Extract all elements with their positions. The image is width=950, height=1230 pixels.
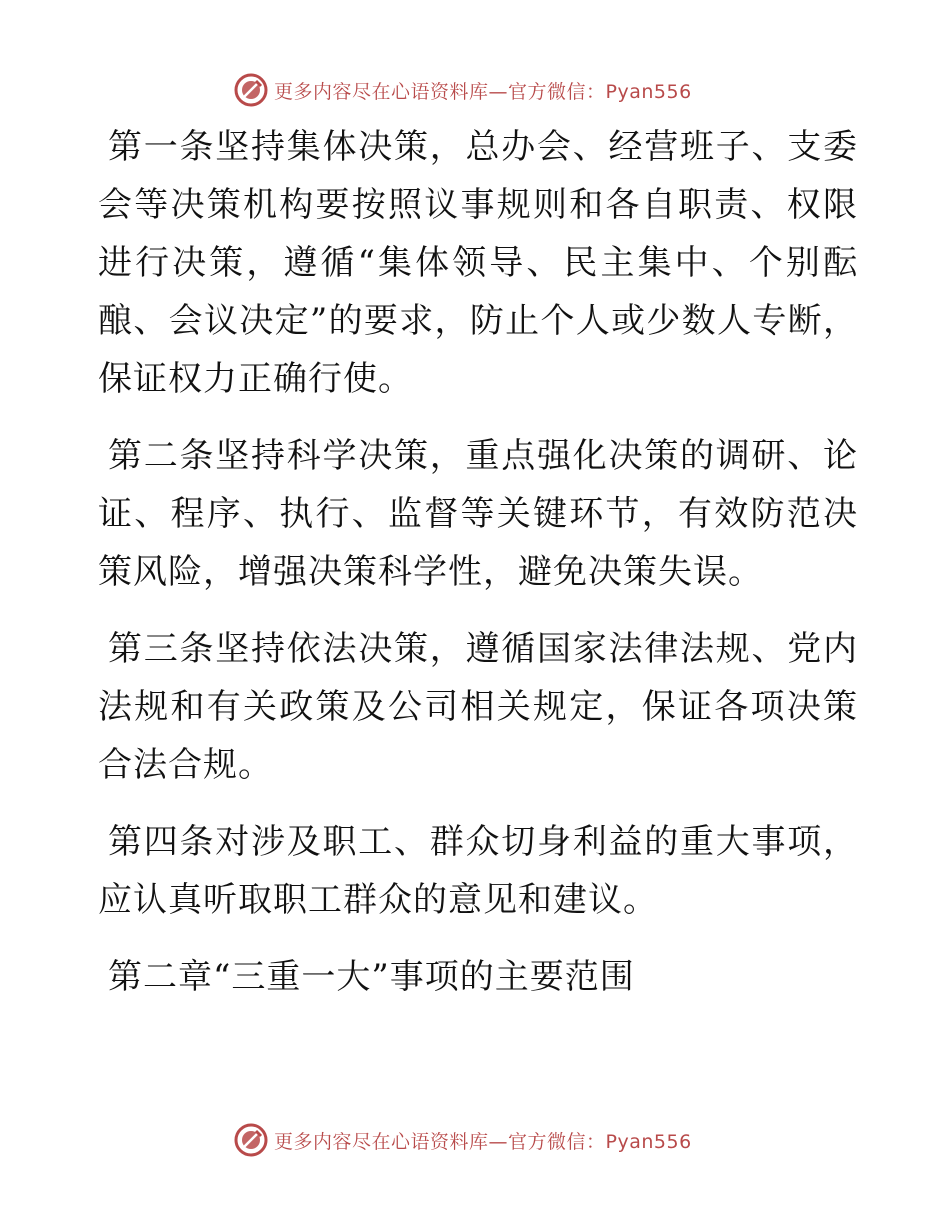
red-seal-logo-icon	[234, 1123, 268, 1157]
red-seal-logo-icon	[234, 73, 268, 107]
article-3-paragraph: 第三条坚持依法决策，遵循国家法律法规、党内法规和有关政策及公司相关规定，保证各项决策合法合规。	[98, 629, 858, 785]
article-4-paragraph: 第四条对涉及职工、群众切身利益的重大事项，应认真听取职工群众的意见和建议。	[98, 822, 858, 920]
document-body	[98, 118, 858, 1025]
article-2-paragraph: 第二条坚持科学决策，重点强化决策的调研、论证、程序、执行、监督等关键环节，有效防范决策风险，增强决策科学性，避免决策失误。	[98, 436, 858, 592]
watermark-header	[234, 73, 692, 107]
article-1-paragraph: 第一条坚持集体决策，总办会、经营班子、支委会等决策机构要按照议事规则和各自职责、权限进行决策，遵循“集体领导、民主集中、个别酝酿、会议决定”的要求，防止个人或少数人专断，保证权力正确行使。	[98, 127, 858, 399]
watermark-text: 更多内容尽在心语资料库—官方微信：Pyan556	[274, 80, 692, 103]
watermark-text: 更多内容尽在心语资料库—官方微信：Pyan556	[274, 1130, 692, 1153]
chapter-heading: 第二章“三重一大”事项的主要范围	[108, 957, 635, 997]
watermark-footer	[234, 1123, 692, 1157]
